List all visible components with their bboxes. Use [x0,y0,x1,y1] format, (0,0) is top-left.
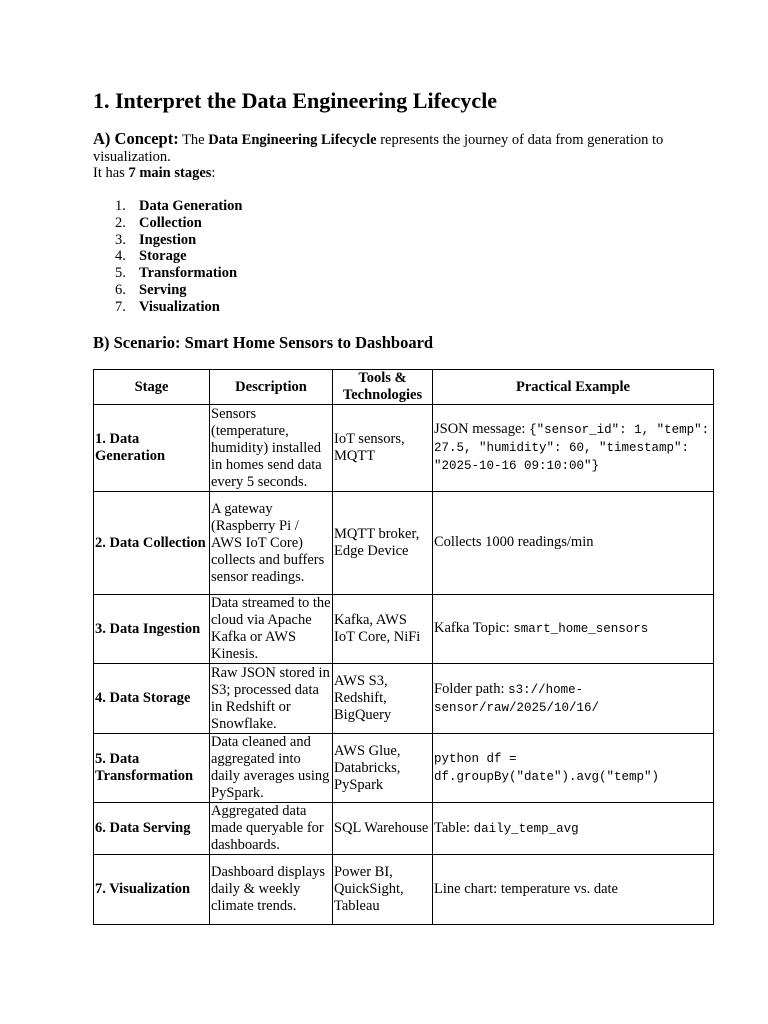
list-item-label: Transformation [139,265,238,282]
cell-tools: Kafka, AWS IoT Core, NiFi [333,595,433,664]
cell-stage: 2. Data Collection [94,492,210,595]
stages-intro-after: : [211,165,216,181]
concept-text-after: represents the journey of data from generation to visualization. [93,132,664,165]
list-item [115,214,243,232]
cell-example [433,855,714,925]
example-text: Collects 1000 readings/min [434,534,594,550]
cell-stage: 3. Data Ingestion [94,595,210,664]
header-stage: Stage [94,370,210,405]
cell-example [433,734,714,803]
stages-list [93,198,243,316]
list-item [115,281,243,299]
concept-text-before: The [178,132,209,148]
lifecycle-table [93,369,714,925]
list-item-label: Storage [139,248,187,265]
cell-description: Sensors (temperature, humidity) installed in homes send data every 5 seconds. [210,405,333,492]
table-header-row [94,370,714,405]
example-code: {"sensor_id": 1, "temp": 27.5, "humidity": 60, "timestamp": "2025-10-16 09:10:00"} [434,423,710,473]
cell-description: Data cleaned and aggregated into daily averages using PySpark. [210,734,333,803]
example-text: Kafka Topic: [434,620,514,636]
stages-intro [93,165,215,182]
cell-tools: AWS S3, Redshift, BigQuery [333,664,433,734]
list-item-number: 5. [115,265,126,282]
cell-tools: AWS Glue, Databricks, PySpark [333,734,433,803]
list-item [115,265,243,282]
list-item-number: 6. [115,281,126,298]
list-item-number: 7. [115,298,126,315]
table-row [94,664,714,734]
list-item [115,248,243,265]
cell-example [433,405,714,492]
list-item-label: Serving [139,281,187,298]
cell-example [433,492,714,595]
table-row [94,405,714,492]
stages-intro-before: It has [93,165,129,181]
concept-paragraph [93,130,713,166]
list-item-number: 2. [115,214,126,231]
cell-stage: 1. Data Generation [94,405,210,492]
cell-example [433,664,714,734]
list-item [115,198,243,215]
example-text: Table: [434,819,474,836]
cell-description: Aggregated data made queryable for dashboards. [210,803,333,855]
header-tools: Tools & Technologies [333,370,433,405]
header-description: Description [210,370,333,405]
scenario-heading: B) Scenario: Smart Home Sensors to Dashboard [93,333,434,352]
cell-stage: 4. Data Storage [94,664,210,734]
header-example: Practical Example [433,370,714,405]
table-row [94,492,714,595]
concept-label: A) Concept: [93,129,179,148]
cell-description: Raw JSON stored in S3; processed data in Redshift or Snowflake. [210,664,333,734]
list-item [115,298,243,316]
cell-stage: 7. Visualization [94,855,210,925]
stages-intro-bold: 7 main stages [128,165,212,181]
table-row [94,595,714,664]
cell-tools: Power BI, QuickSight, Tableau [333,855,433,925]
cell-stage: 6. Data Serving [94,803,210,855]
table-row [94,803,714,855]
example-code: smart_home_sensors [513,622,649,636]
list-item-number: 4. [115,248,126,265]
table-row [94,734,714,803]
example-code: python df = df.groupBy("date").avg("temp") [434,752,660,784]
list-item-label: Data Generation [139,198,243,214]
example-text: Folder path: [434,680,509,697]
cell-tools: MQTT broker, Edge Device [333,492,433,595]
list-item-number: 1. [115,198,126,214]
cell-tools: IoT sensors, MQTT [333,405,433,492]
table-row [94,855,714,925]
example-code: daily_temp_avg [473,821,579,836]
cell-stage: 5. Data Transformation [94,734,210,803]
example-text: JSON message: [434,421,530,437]
list-item-label: Visualization [139,298,220,315]
list-item-number: 3. [115,231,126,248]
cell-description: A gateway (Raspberry Pi / AWS IoT Core) collects and buffers sensor readings. [210,492,333,595]
concept-bold-term: Data Engineering Lifecycle [208,132,377,148]
cell-example [433,803,714,855]
example-code: s3://home-sensor/raw/2025/10/16/ [434,682,600,715]
cell-description: Data streamed to the cloud via Apache Kafka or AWS Kinesis. [211,595,331,662]
page-title: 1. Interpret the Data Engineering Lifecycle [93,88,498,113]
cell-tools: SQL Warehouse [333,803,433,855]
list-item-label: Ingestion [139,231,197,248]
list-item-label: Collection [139,214,202,231]
list-item [115,231,243,249]
cell-example [433,595,714,664]
example-text: Line chart: temperature vs. date [434,880,618,897]
cell-description: Dashboard displays daily & weekly climate trends. [210,855,333,925]
